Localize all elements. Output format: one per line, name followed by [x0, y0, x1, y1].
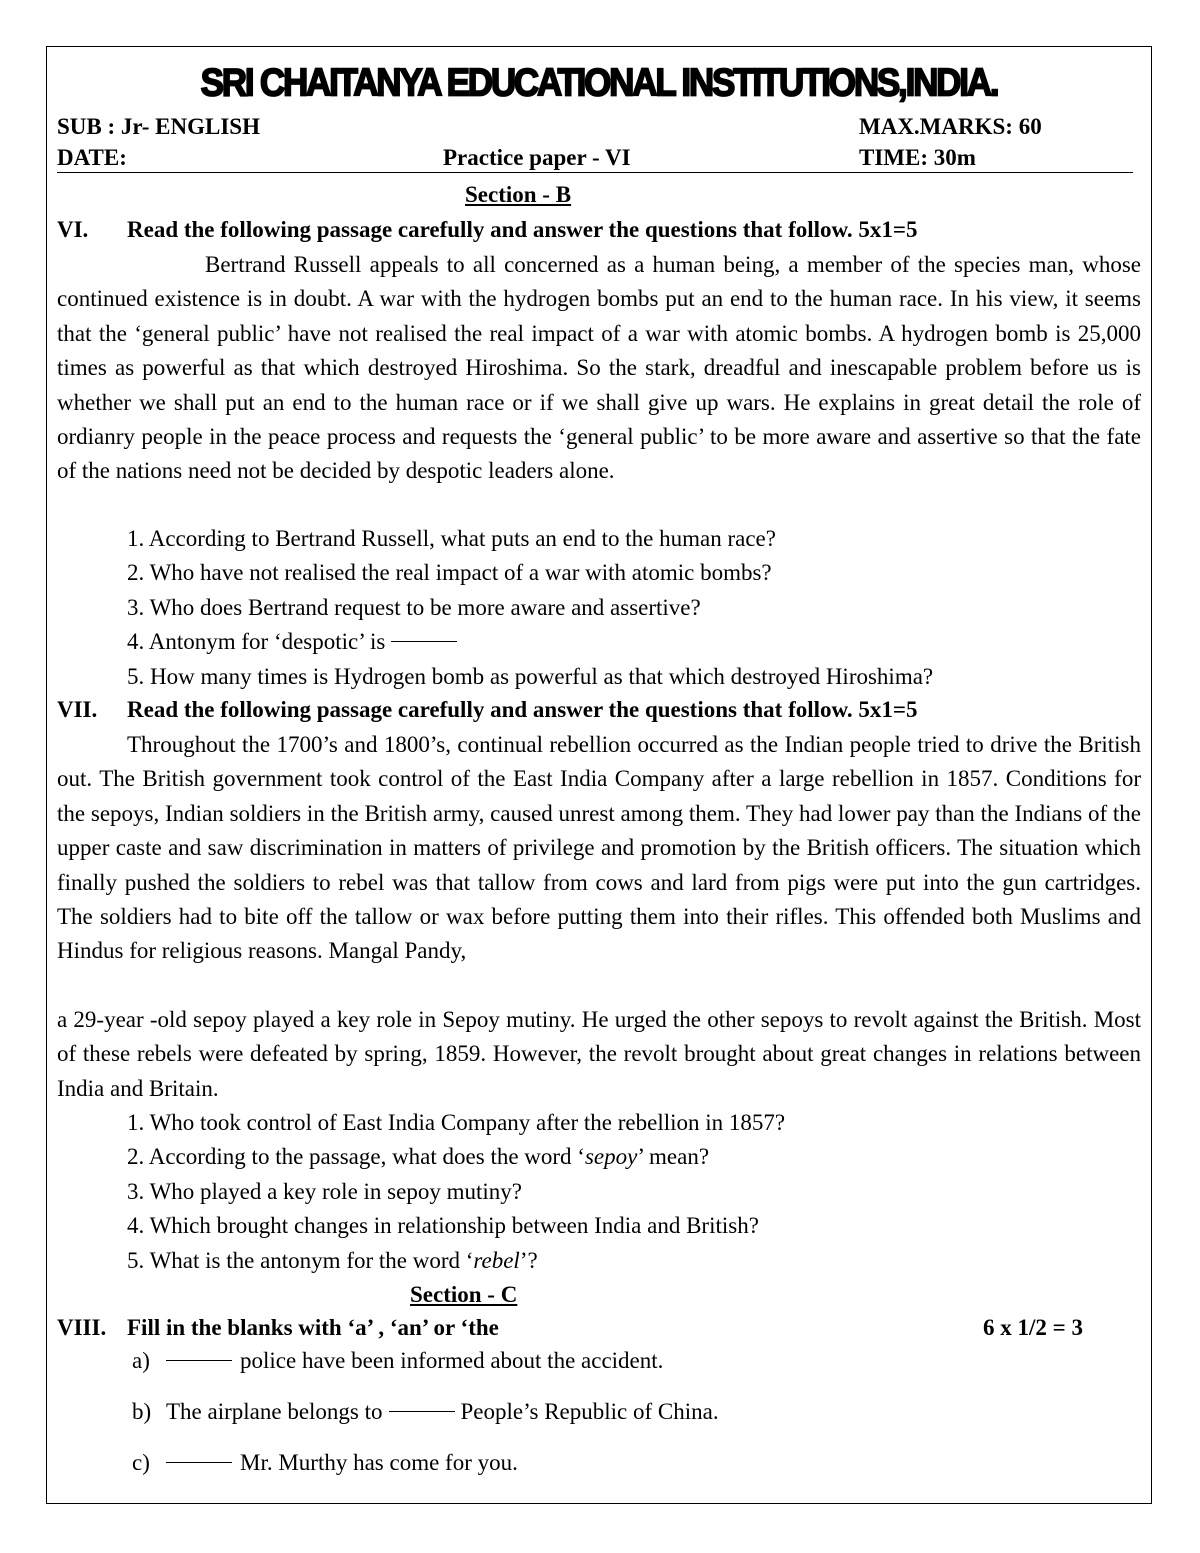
item-text: The airplane belongs to	[166, 1399, 383, 1424]
marks-label: 6 x 1/2 = 3	[983, 1315, 1083, 1340]
italic-word: sepoy	[584, 1144, 638, 1170]
item-text: police have been informed about the accident.	[240, 1348, 664, 1373]
page-border	[46, 46, 1152, 1504]
passage-russell	[57, 248, 1141, 489]
section-c-heading: Section - C	[410, 1282, 518, 1307]
list-item	[127, 1140, 785, 1174]
question-vi-list	[127, 522, 933, 694]
paper-title: Practice paper - VI	[443, 145, 631, 170]
list-item: 2. Who have not realised the real impact of a war with atomic bombs?	[127, 560, 772, 586]
item-label: b)	[132, 1399, 152, 1424]
answer-blank	[166, 1360, 232, 1361]
italic-word: rebel	[473, 1247, 520, 1273]
item-label: c)	[132, 1450, 150, 1475]
list-item	[127, 625, 933, 659]
question-text: 5. What is the antonym for the word ‘	[127, 1247, 474, 1273]
passage-text: a 29-year -old sepoy played a key role in Sepoy mutiny. He urged the other sepoys to revolt against the British. Most of these rebels were defeated by spring, 1859. However, the revolt brought about great changes in relations between India and Britain.	[57, 1007, 1141, 1101]
passage-sepoy-a	[57, 728, 1141, 969]
answer-blank	[391, 641, 457, 642]
question-text: 4. Antonym for ‘despotic’ is	[127, 629, 386, 655]
list-item: 4. Which brought changes in relationship between India and British?	[127, 1213, 759, 1239]
time-label: TIME: 30m	[859, 145, 976, 170]
date-label: DATE:	[57, 145, 127, 170]
answer-blank	[389, 1411, 455, 1412]
item-text: People’s Republic of China.	[460, 1399, 719, 1424]
question-number: VIII.	[57, 1315, 107, 1340]
list-item: 1. Who took control of East India Company after the rebellion in 1857?	[127, 1110, 786, 1135]
item-text: Mr. Murthy has come for you.	[240, 1450, 518, 1475]
answer-blank	[166, 1462, 232, 1463]
question-number: VI.	[57, 217, 89, 242]
question-instruction: Read the following passage carefully and answer the questions that follow. 5x1=5	[127, 217, 918, 242]
list-item: 1. According to Bertrand Russell, what puts an end to the human race?	[127, 526, 776, 551]
question-viii-heading	[57, 1314, 499, 1342]
question-vii-list	[127, 1106, 785, 1278]
question-vii-heading	[57, 696, 917, 724]
institution-title: SRI CHAITANYA EDUCATIONAL INSTITUTIONS,INDIA.	[200, 60, 998, 105]
question-number: VII.	[57, 697, 98, 722]
header-divider	[57, 172, 1133, 173]
list-item: 3. Who does Bertrand request to be more aware and assertive?	[127, 594, 701, 620]
list-item	[127, 1244, 785, 1278]
question-text: ’ mean?	[637, 1144, 710, 1170]
question-text: 2. According to the passage, what does the word ‘	[127, 1144, 585, 1170]
question-instruction: Fill in the blanks with ‘a’ , ‘an’ or ‘the	[127, 1315, 499, 1340]
passage-text: Bertrand Russell appeals to all concerned as a human being, a member of the species man, whose continued existence is in doubt. A war with the hydrogen bombs put an end to the human race. In his view, it seems that the ‘general public’ have not realised the real impact of a war with atomic bombs. A hydrogen bomb is 25,000 times as powerful as that which destroyed Hiroshima. So the stark, dreadful and inescapable problem before us is whether we shall put an end to the human race or if we shall give up wars. He explains in great detail the role of ordianry people in the peace process and requests the ‘general public’ to be more aware and assertive so that the fate of the nations need not be decided by despotic leaders alone.	[57, 252, 1141, 484]
question-instruction: Read the following passage carefully and answer the questions that follow. 5x1=5	[127, 697, 918, 722]
fill-item-b	[132, 1398, 719, 1426]
fill-item-c	[132, 1449, 518, 1477]
list-item: 3. Who played a key role in sepoy mutiny?	[127, 1178, 522, 1204]
list-item: 5. How many times is Hydrogen bomb as powerful as that which destroyed Hiroshima?	[127, 663, 934, 689]
question-vi-heading	[57, 216, 917, 244]
passage-text: Throughout the 1700’s and 1800’s, continual rebellion occurred as the Indian people tried to drive the British out. The British government took control of the East India Company after a large rebellion in 1857. Conditions for the sepoys, Indian soldiers in the British army, caused unrest among them. They had lower pay than the Indians of the upper caste and saw discrimination in matters of privilege and promotion by the British officers. The situation which finally pushed the soldiers to rebel was that tallow from cows and lard from pigs were put into the gun cartridges. The soldiers had to bite off the tallow or wax before putting them into their rifles. This offended both Muslims and Hindus for religious reasons. Mangal Pandy,	[57, 732, 1141, 964]
subject-label: SUB : Jr- ENGLISH	[57, 114, 260, 139]
item-label: a)	[132, 1348, 150, 1373]
passage-sepoy-b	[57, 1003, 1141, 1106]
section-b-heading: Section - B	[465, 182, 572, 207]
max-marks-label: MAX.MARKS: 60	[859, 114, 1042, 139]
question-text: ’?	[519, 1247, 538, 1273]
fill-item-a	[132, 1347, 663, 1375]
